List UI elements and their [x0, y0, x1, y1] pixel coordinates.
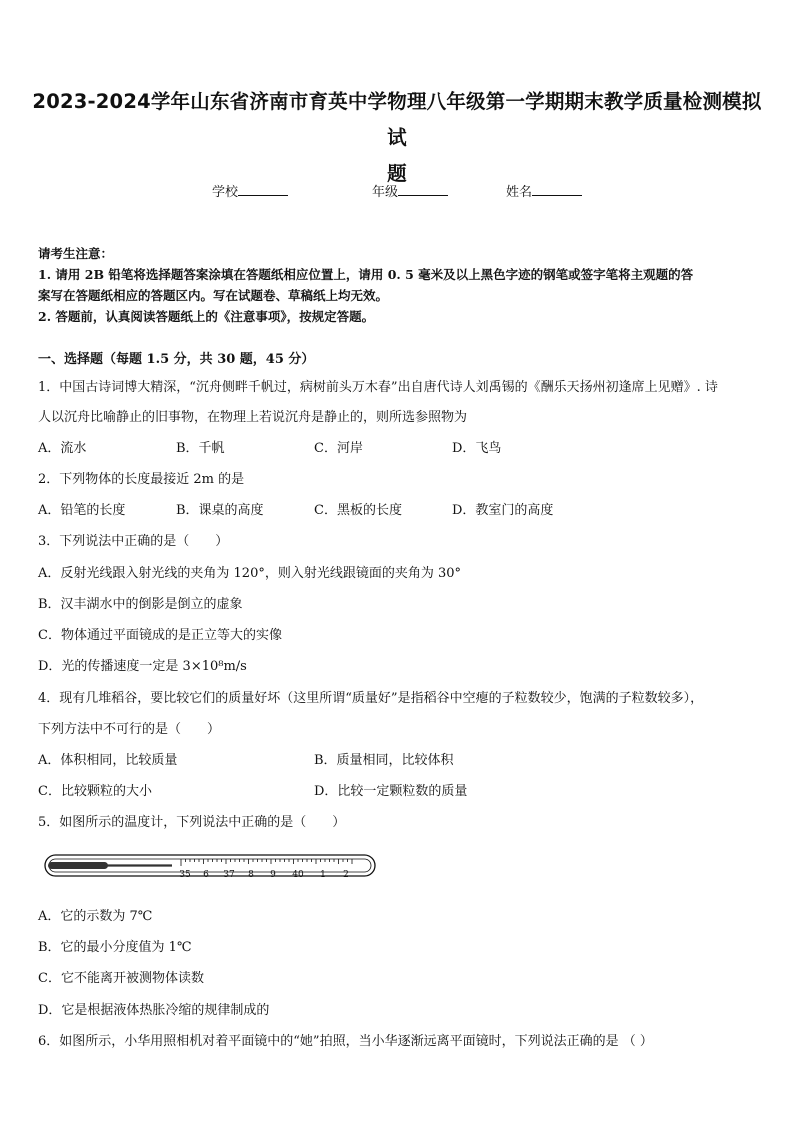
exam-title: [30, 84, 764, 192]
q3-option-b: B．汉丰湖水中的倒影是倒立的虚象: [38, 597, 243, 612]
q1-stem-line2: 人以沉舟比喻静止的旧事物，在物理上若说沉舟是静止的，则所选参照物为: [38, 410, 468, 425]
school-label: 学校: [212, 185, 239, 200]
name-label: 姓名: [506, 185, 533, 200]
notice-item-1b: 案写在答题纸相应的答题区内。写在试题卷、草稿纸上均无效。: [38, 288, 389, 303]
q1-stem-line1: 1．中国古诗词博大精深，“沉舟侧畔千帆过，病树前头万木春”出自唐代诗人刘禹锡的《酬乐天扬州初逢席上见赠》. 诗: [38, 380, 718, 395]
scale-label-39: 9: [270, 870, 276, 880]
q3-option-c: C．物体通过平面镜成的是正立等大的实像: [38, 628, 282, 643]
grade-label: 年级: [372, 185, 399, 200]
q4-option-b: B．质量相同，比较体积: [314, 753, 454, 768]
thermometer-bulb: [48, 862, 108, 869]
q4-option-a: A．体积相同，比较质量: [38, 753, 178, 768]
scale-label-38: 8: [248, 870, 254, 880]
notice-item-2: 2. 答题前，认真阅读答题纸上的《注意事项》，按规定答题。: [38, 309, 375, 324]
scale-label-37: 37: [223, 870, 235, 880]
grade-blank: [398, 183, 448, 196]
name-blank: [532, 183, 582, 196]
q3-stem: 3．下列说法中正确的是（ ）: [38, 534, 229, 549]
q4-option-c: C．比较颗粒的大小: [38, 784, 152, 799]
q5-option-a: A．它的示数为 7℃: [38, 909, 153, 924]
q1-option-a: A．流水: [38, 441, 87, 456]
q6-stem: 6．如图所示，小华用照相机对着平面镜中的“她”拍照，当小华逐渐远离平面镜时，下列说法正确的是 （ ）: [38, 1034, 653, 1049]
q3-option-a: A．反射光线跟入射光线的夹角为 120°，则入射光线跟镜面的夹角为 30°: [38, 566, 462, 581]
q2-option-a: A．铅笔的长度: [38, 503, 126, 518]
section-heading: 一、选择题（每题 1.5 分，共 30 题，45 分）: [38, 352, 315, 367]
school-blank: [238, 183, 288, 196]
q4-stem-line2: 下列方法中不可行的是（ ）: [38, 722, 221, 737]
notice-heading: 请考生注意：: [38, 246, 114, 261]
notice-item-1a: 1. 请用 2B 铅笔将选择题答案涂填在答题纸相应位置上，请用 0. 5 毫米及以上黑色字迹的钢笔或签字笔将主观题的答: [38, 267, 694, 282]
scale-label-40: 40: [292, 870, 304, 880]
exam-title-line1: 2023-2024学年山东省济南市育英中学物理八年级第一学期期末教学质量检测模拟试: [32, 90, 762, 149]
grade-field: [372, 181, 448, 200]
q3-option-d: D．光的传播速度一定是 3×10⁸m/s: [38, 659, 247, 674]
q5-option-c: C．它不能离开被测物体读数: [38, 971, 204, 986]
exam-title-line2: 题: [387, 162, 407, 185]
q1-option-d: D．飞鸟: [452, 441, 502, 456]
scale-label-41: 1: [320, 870, 326, 880]
q1-option-b: B．千帆: [176, 441, 225, 456]
scale-label-36: 6: [203, 870, 209, 880]
q2-option-b: B．课桌的高度: [176, 503, 264, 518]
q4-option-d: D．比较一定颗粒数的质量: [314, 784, 468, 799]
q2-option-c: C．黑板的长度: [314, 503, 402, 518]
thermometer-figure: [44, 850, 378, 880]
scale-label-42: 2: [343, 870, 349, 880]
q5-option-d: D．它是根据液体热胀冷缩的规律制成的: [38, 1003, 270, 1018]
scale-label-35: 35: [179, 870, 191, 880]
q1-option-c: C．河岸: [314, 441, 363, 456]
q4-stem-line1: 4．现有几堆稻谷，要比较它们的质量好坏（这里所谓“质量好”是指稻谷中空瘪的子粒数较少，饱满的子粒数较多），: [38, 691, 704, 706]
name-field: [506, 181, 582, 200]
school-field: [212, 181, 288, 200]
q5-option-b: B．它的最小分度值为 1℃: [38, 940, 192, 955]
q2-option-d: D．教室门的高度: [452, 503, 554, 518]
q2-stem: 2．下列物体的长度最接近 2m 的是: [38, 472, 245, 487]
q5-stem: 5．如图所示的温度计，下列说法中正确的是（ ）: [38, 815, 346, 830]
